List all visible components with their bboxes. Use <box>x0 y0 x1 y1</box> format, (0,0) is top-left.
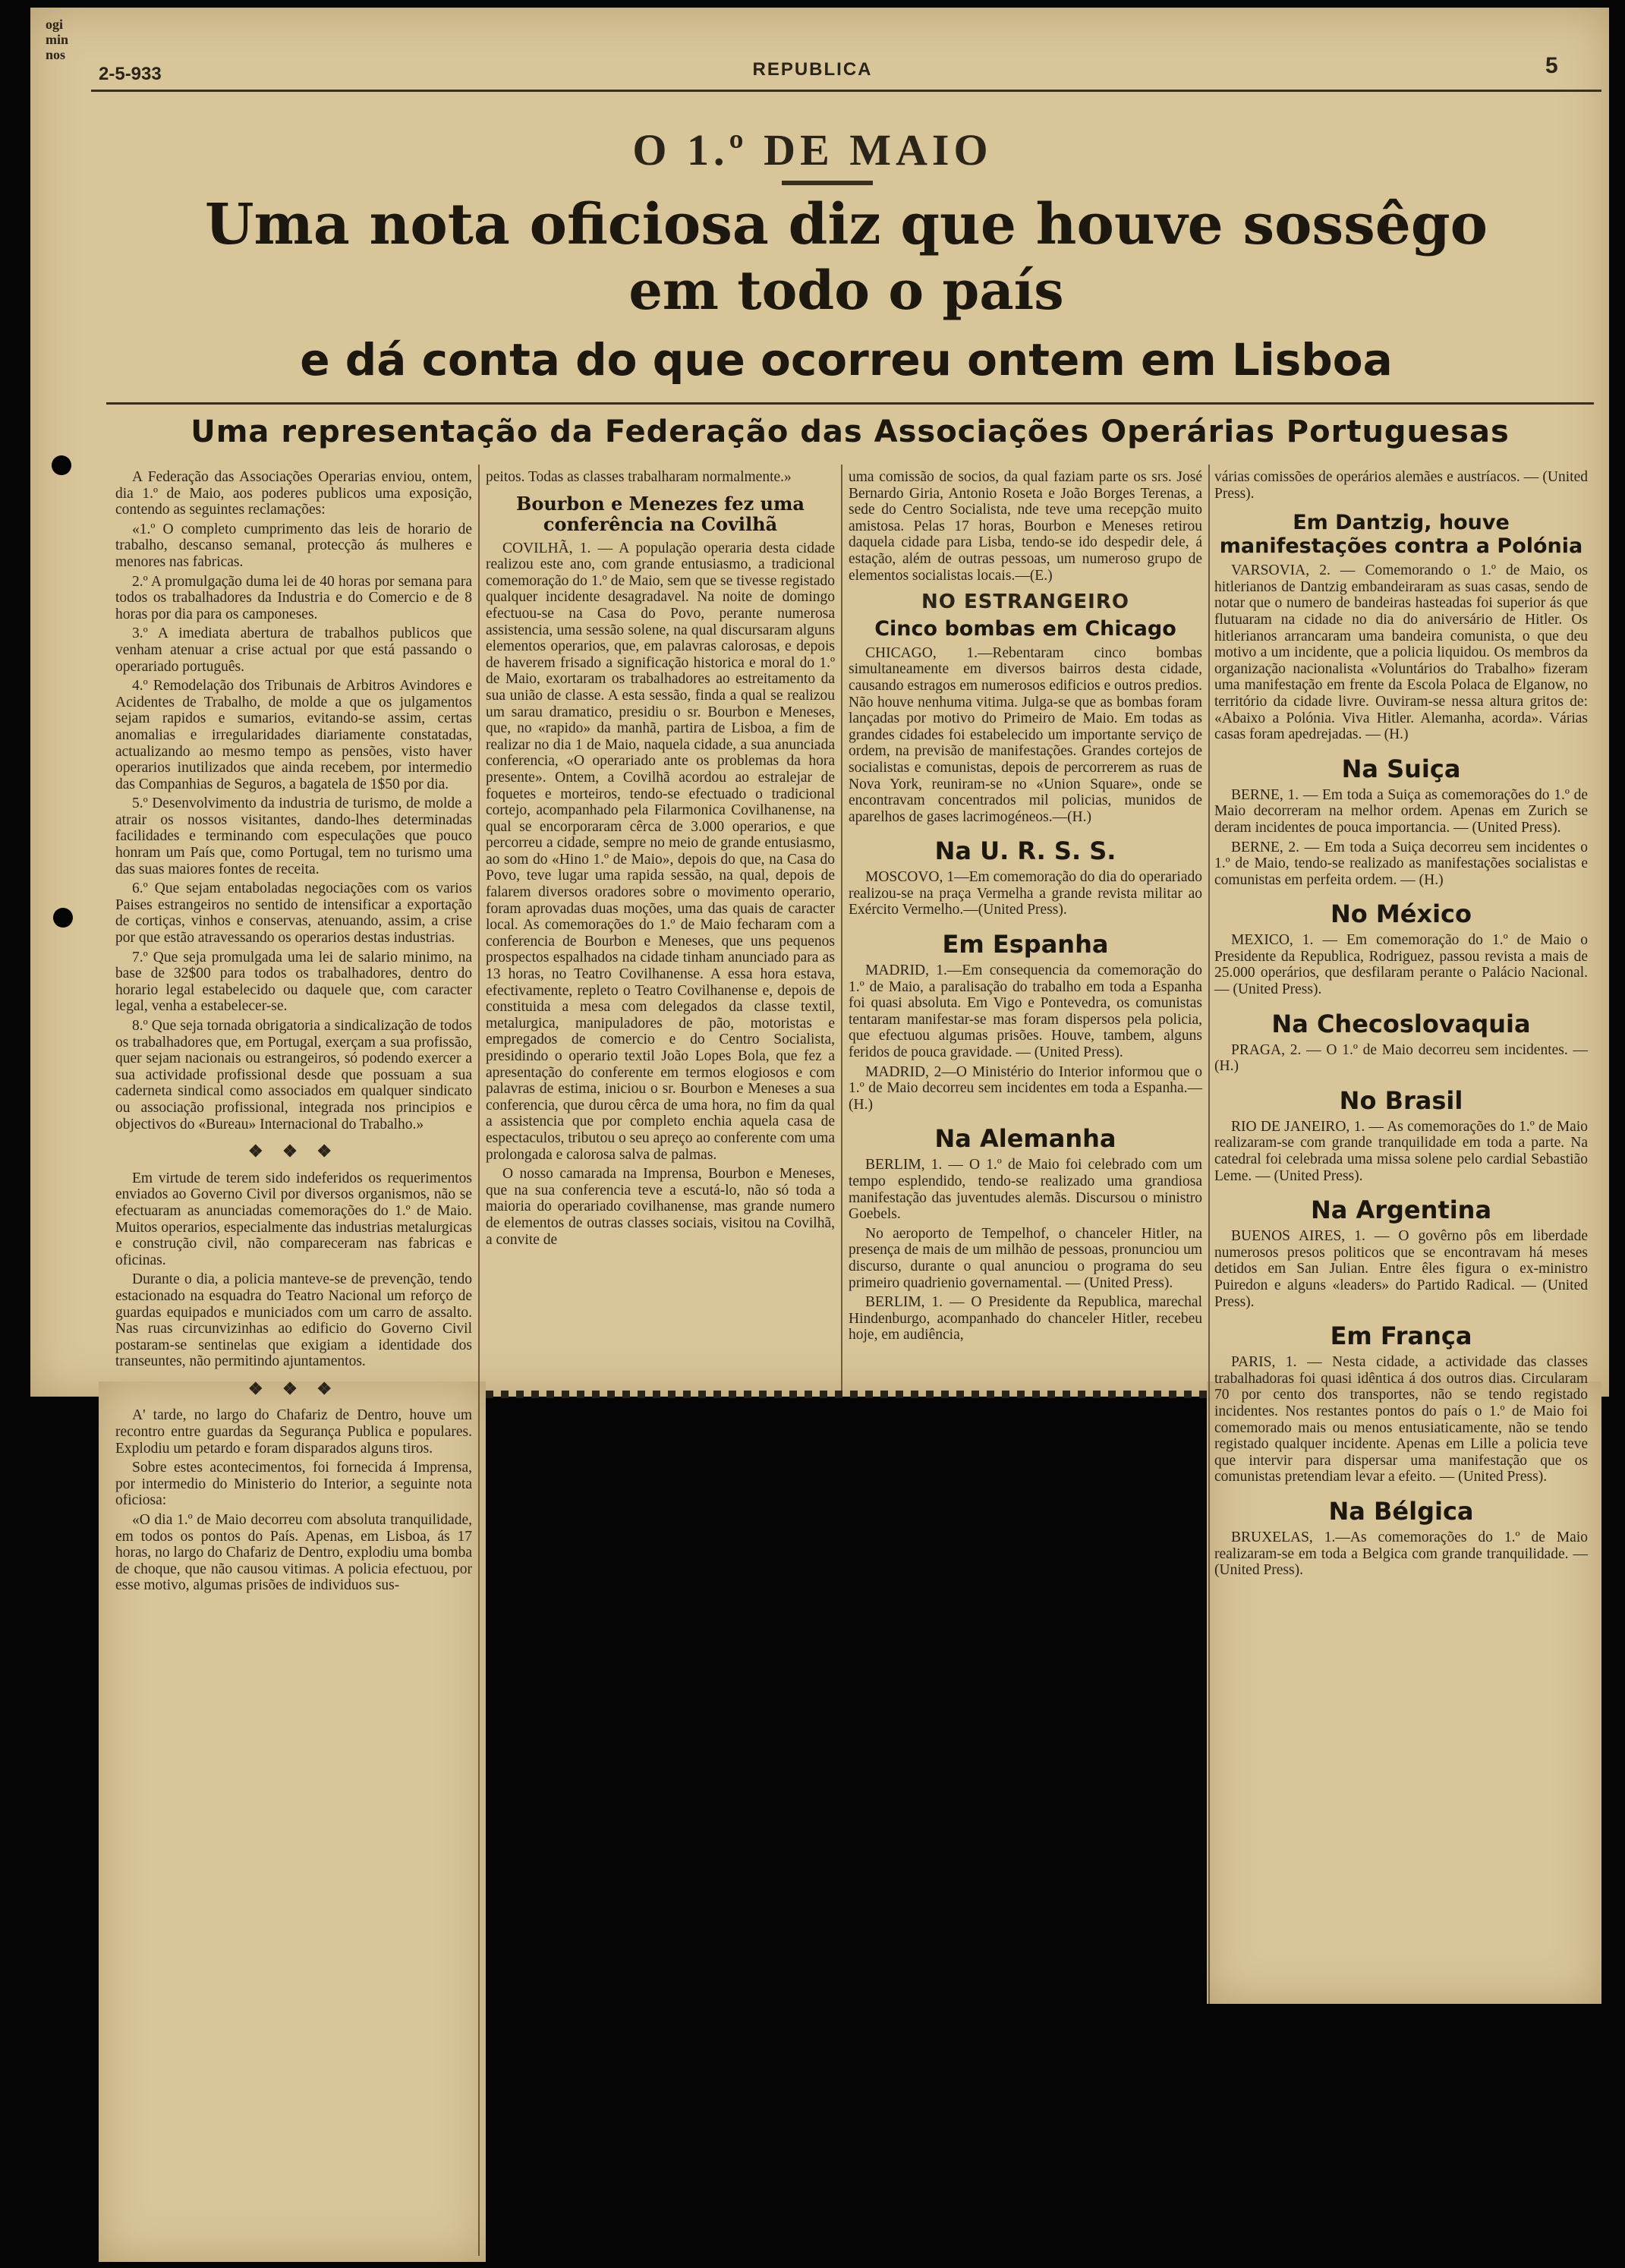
news-item: MADRID, 1.—Em consequencia da comemoração do 1.º de Maio, a paralisação do trabalho em toda a Espanha foi quasi absoluta. Em Vigo e Pontevedra, os comunistas tentaram manifestar-se mas foram dispersos pela policia, que efectuou algumas prisões. Houve, tambem, alguns feridos de pouca gravidade. — (United Press). <box>849 962 1202 1061</box>
article-column-2 <box>486 469 835 1251</box>
article-paragraph: A' tarde, no largo do Chafariz de Dentro, houve um recontro entre guardas da Segurança Publica e populares. Explodiu um petardo e foram disparados alguns tiros. <box>115 1407 472 1457</box>
subhead-urss: Na U. R. S. S. <box>934 836 1116 866</box>
demand-item: 2.º A promulgação duma lei de 40 horas por semana para todos os trabalhadores da Industria e do Comercio e de 8 horas por dia para os camponeses. <box>115 573 472 622</box>
subhead-mexico: No México <box>1330 899 1472 929</box>
section-ornament: ❖ ❖ ❖ <box>247 1378 340 1398</box>
news-item: MADRID, 2—O Ministério do Interior informou que o 1.º de Maio decorreu sem incidentes em toda a Espanha.—(H.) <box>849 1063 1202 1113</box>
article-column-4 <box>1214 469 1588 1582</box>
demand-item: 8.º Que seja tornada obrigatoria a sindicalização de todos os trabalhadores que, em Portugal, exerçam a sua profissão, quer sejam nacionais ou estrangeiros, só podendo exercer a sua actividade profissional desde que possuam a sua caderneta sindical como associados em qualquer sindicato ou associação profissional, integrada nos principios e objectivos do «Bureau» Internacional do Trabalho.» <box>115 1018 472 1132</box>
news-item: VARSOVIA, 2. — Comemorando o 1.º de Maio, os hitlerianos de Dantzig embandeiraram as suas casas, sendo de notar que o numero de bandeiras hasteadas foi superior ás que flutuaram na cidade no dia do aniversário de Hitler. Os hitlerianos arrancaram uma bandeira comunista, o que deu motivo a um incidente, que a policia liquidou. Os membros da organização nacionalista «Voluntários do Trabalho» fizeram uma manifestação em frente da Escola Polaca de Elganow, no território da cidade livre. Ouviram-se nessa altura gritos de: «Abaixo a Polónia. Viva Hitler. Alemanha, acorda». Várias casas foram apedrejadas. — (H.) <box>1214 562 1588 743</box>
demand-item: 4.º Remodelação dos Tribunais de Arbitros Avindores e Acidentes de Trabalho, de molde a que os julgamentos sejam rapidos e sumarios, evitando-se assim, certas anomalias e irregularidades diariamente constatadas, actualizando ao mesmo tempo as pensões, visto haver operarios inutilizados que ainda recebem, por intermedio das Companhias de Seguros, a bagatela de 1$50 por dia. <box>115 678 472 792</box>
article-paragraph: Durante o dia, a policia manteve-se de prevenção, tendo estacionado na esquadra do Teatro Nacional um reforço de guardas equipados e municiados com um carro de assalto. Nas ruas circunvizinhas ao edificio do Governo Civil postaram-se sentinelas que exigiam a identidade dos transeuntes, não permitindo ajuntamentos. <box>115 1271 472 1370</box>
punch-hole <box>52 455 71 475</box>
punch-hole <box>53 908 73 928</box>
news-item: PARIS, 1. — Nesta cidade, a actividade das classes trabalhadoras foi quasi idêntica á dos outros dias. Circularam 70 por cento dos transportes, não se tendo registado incidentes. Nos restantes pontos do país o 1.º de Maio foi comemorado mais ou menos entusiaticamente, não se tendo registado qualquer incidente. Apenas em Lille a policia teve que intervir para dispersar uma manifestação que os comunistas pretendiam levar a efeito. — (United Press). <box>1214 1354 1588 1485</box>
article-paragraph: Sobre estes acontecimentos, foi fornecida á Imprensa, por intermedio do Ministerio do Interior, a seguinte nota oficiosa: <box>115 1460 472 1509</box>
section-abroad: NO ESTRANGEIRO <box>921 591 1129 614</box>
article-column-1 <box>115 469 472 1597</box>
demand-item: «1.º O completo cumprimento das leis de horario de trabalho, descanso semanal, protecção ás mulheres e menores nas fabricas. <box>115 521 472 570</box>
subhead-franca: Em França <box>1330 1321 1472 1351</box>
subhead-espanha: Em Espanha <box>942 930 1109 959</box>
main-headline-line2: em todo o país <box>628 259 1064 322</box>
column-rule <box>478 465 480 2256</box>
article-paragraph: uma comissão de socios, da qual faziam parte os srs. José Bernardo Giria, Antonio Roseta e João Borges Terenas, a sede do Centro Socialista, nde teve uma recepção muito amistosa. Pelas 17 horas, Bourbon e Meneses retirou daquela cidade para Lisba, tendo-se ido despedir dele, á estação, além de outras pessoas, um numeroso grupo de elementos socialistas locais.—(E.) <box>849 469 1202 584</box>
news-item: várias comissões de operários alemães e austríacos. — (United Press). <box>1214 469 1588 502</box>
subheadline: e dá conta do que ocorreu ontem em Lisboa <box>300 334 1393 386</box>
subhead-argentina: Na Argentina <box>1310 1195 1492 1225</box>
torn-edge <box>486 1391 1207 1398</box>
article-paragraph: A Federação das Associações Operarias enviou, ontem, dia 1.º de Maio, aos poderes publicos uma exposição, contendo as seguintes reclamações: <box>115 469 472 518</box>
section-ornament: ❖ ❖ ❖ <box>247 1142 340 1161</box>
margin-scrap: ogi min nos <box>46 17 69 62</box>
column-rule <box>1208 465 1210 2004</box>
subhead-suica: Na Suiça <box>1341 754 1461 783</box>
news-item: BERLIM, 1. — O 1.º de Maio foi celebrado com um tempo esplendido, tendo-se realizado uma grandiosa manifestação das juventudes alemãs. Discursou o ministro Goebels. <box>849 1157 1202 1223</box>
subhead-chicago: Cinco bombas em Chicago <box>874 616 1176 641</box>
news-item: BUENOS AIRES, 1. — O govêrno pôs em liberdade numerosos presos politicos que se encontravam há meses detidos em San Julian. Entre êles figura o ex-ministro Puiredon e alguns «leaders» do Partido Radical. — (United Press). <box>1214 1228 1588 1310</box>
article-paragraph: Em virtude de terem sido indeferidos os requerimentos enviados ao Governo Civil por diversos organismos, não se efectuaram as anunciadas comemorações do 1.º de Maio. Muitos operarios, especialmente das industrias metalurgicas e construção civil, não compareceram nas fabricas e oficinas. <box>115 1170 472 1268</box>
news-item: BRUXELAS, 1.—As comemorações do 1.º de Maio realizaram-se em toda a Belgica com grande tranquilidade. — (United Press). <box>1214 1529 1588 1579</box>
subhead-checoslovaquia: Na Checoslovaquia <box>1271 1009 1531 1038</box>
article-paragraph: «O dia 1.º de Maio decorreu com absoluta tranquilidade, em todos os pontos do País. Apenas, em Lisboa, ás 17 horas, no largo do Chafariz de Dentro, explodiu uma bomba de choque, que não causou vitimas. A policia efectuou, por esse motivo, algumas prisões de individuos sus- <box>115 1512 472 1594</box>
subhead-belgica: Na Bélgica <box>1328 1496 1474 1526</box>
news-item: MOSCOVO, 1—Em comemoração do dia do operariado realizou-se na praça Vermelha a grande revista militar ao Exército Vermelho.—(United Press). <box>849 869 1202 918</box>
kicker-rule <box>782 181 873 185</box>
news-item: No aeroporto de Tempelhof, o chanceler Hitler, na presença de mais de um milhão de pessoas, pronunciou um discurso, durante o qual anunciou o programa do seu primeiro quadrienio governamental. — (United Press). <box>849 1225 1202 1291</box>
article-paragraph: O nosso camarada na Imprensa, Bourbon e Meneses, que na sua conferencia teve a escutá-lo, não só toda a maioria do operariado covilhanense, mas grande numero de elementos de outras classes sociais, visitou na Covilhã, a convite de <box>486 1166 835 1248</box>
article-column-3 <box>849 469 1202 1347</box>
demand-item: 7.º Que seja promulgada uma lei de salario minimo, na base de 32$00 para todos os trabalhadores, dentro do horario legal estabelecido ou daquele que, com caracter legal, venha a estabelecer-se. <box>115 949 472 1015</box>
article-paragraph: peitos. Todas as classes trabalharam normalmente.» <box>486 469 792 485</box>
demand-item: 6.º Que sejam entaboladas negociações com os varios Paises estrangeiros no sentido de intensificar a exportação de cortiças, vinhos e conservas, atenuando, assim, a crise por que estão atravessando os operarios destas industrias. <box>115 880 472 947</box>
news-item: BERNE, 2. — Em toda a Suiça decorreu sem incidentes o 1.º de Maio, tendo-se realizado as manifestações socialistas e comunistas em perfeita ordem. — (H.) <box>1214 839 1588 888</box>
kicker-headline: O 1.º DE MAIO <box>632 125 993 175</box>
news-item: RIO DE JANEIRO, 1. — As comemorações do 1.º de Maio realizaram-se com grande tranquilidade em toda a parte. Na catedral foi celebrada uma missa solene pelo cardial Sebastião Leme. — (United Press). <box>1214 1118 1588 1184</box>
column-rule <box>841 465 842 1398</box>
sub-rule <box>106 402 1594 405</box>
article-paragraph: COVILHÃ, 1. — A população operaria desta cidade realizou este ano, com grande entusiasmo, a tradicional comemoração do 1.º de Maio, sem que se tivesse registado qualquer incidente desagradavel. Na noite de domingo efectuou-se na Casa do Povo, perante numerosa assistencia, uma sessão solene, na qual discursaram alguns elementos operarios, que, em palavras calorosas, e depois de haverem frisado a significação historica e moral do 1.º de Maio, exortaram os trabalhadores ao estreitamento da sua união de classe. A esta sessão, finda a qual se realizou um sarau dramatico, presidiu o sr. Bourbon e Meneses, que, no «rapido» da manhã, partira de Lisboa, a fim de realizar no dia 1 de Maio, naquela cidade, a sua anunciada conferencia, «O operariado ante os problemas da hora presente». Ontem, a Covilhã acordou ao estralejar de foquetes e morteiros, tendo-se efectuado o tradicional cortejo, acompanhado pela Filarmonica Covilhanense, na qual se encorporaram cêrca de 3.000 operarios, e que percorreu a cidade, sempre no meio de grande entusiasmo, ao som do «Hino 1.º de Maio», depois do que, na Casa do Povo, teve lugar uma rapida sessão, na qual, depois de falarem diversos oradores sobre o movimento operario, foram aprovadas duas moções, uma das quais de caracter local. As comemorações do 1.º de Maio fecharam com a conferencia de Bourbon e Meneses, que uns pequenos prospectos espalhados na cidade tinham anunciado para as 13 horas, no Teatro Covilhanense. A essa hora estava, efectivamente, repleto o Teatro Covilhanense e, depois de constituida a mesa com delegados da classe textil, metalurgica, manipuladores de pão, motoristas e empregados de comercio e do Centro Socialista, presidindo o operario textil João Lopes Bola, que fez a apresentação do conferente em termos elogiosos e com palavras de estima, iniciou o sr. Bourbon e Meneses a sua conferencia, que durou cêrca de uma hora, no fim da qual a assistencia que por completo enchia aquela casa de espectaculos, tributou o seu apreço ao conferente com uma prolongada e calorosa salva de palmas. <box>486 540 835 1163</box>
demand-item: 5.º Desenvolvimento da industria de turismo, de molde a atrair os nossos visitantes, dando-lhes determinadas facilidades e terminando com especulações que pouco honram um País que, como Portugal, tem no turismo uma das suas maiores fontes de receita. <box>115 795 472 877</box>
subhead-dantzig: Em Dantzig, houve manifestações contra a Polónia <box>1219 511 1583 559</box>
news-item: MEXICO, 1. — Em comemoração do 1.º de Maio o Presidente da Republica, Rodriguez, passou revista a mais de 25.000 operários, que desfilaram perante o Palácio Nacional. — (United Press). <box>1214 932 1588 998</box>
news-item: CHICAGO, 1.—Rebentaram cinco bombas simultaneamente em diversos bairros desta cidade, causando estragos em numerosos edificios e outros predios. Não houve nenhuma vitima. Julga-se que as bombas foram lançadas por motivo do Primeiro de Maio. Em todas as grandes cidades foi estabelecido um importante serviço de ordem, na previsão de manifestações. Grandes cortejos de socialistas e comunistas, depois de percorrerem as ruas de Nova York, reuniram-se no «Union Square», onde se encontravam concentrados mil policias, munidos de aparelhos de gases lacrimogéneos.—(H.) <box>849 644 1202 825</box>
news-item: PRAGA, 2. — O 1.º de Maio decorreu sem incidentes. — (H.) <box>1214 1041 1588 1075</box>
subhead-brasil: No Brasil <box>1339 1085 1463 1115</box>
header-rule <box>91 90 1601 92</box>
page-number: 5 <box>1545 53 1558 78</box>
newspaper-name: REPUBLICA <box>752 59 873 80</box>
main-headline: Uma nota oficiosa diz que houve sossêgo <box>204 192 1488 257</box>
section-headline: Uma representação da Federação das Associações Operárias Portuguesas <box>191 414 1510 449</box>
demand-item: 3.º A imediata abertura de trabalhos publicos que venham atenuar a crise actual por que está passando o operariado português. <box>115 625 472 675</box>
news-item: BERNE, 1. — Em toda a Suiça as comemorações do 1.º de Maio decorreram na melhor ordem. Apenas em Zurich se deram incidentes de pouca importancia. — (United Press). <box>1214 786 1588 836</box>
subhead-alemanha: Na Alemanha <box>934 1124 1116 1154</box>
issue-date: 2-5-933 <box>99 64 162 84</box>
news-item: BERLIM, 1. — O Presidente da Republica, marechal Hindenburgo, acompanhado do chanceler Hitler, recebeu hoje, em audiência, <box>849 1294 1202 1343</box>
subhead-covilha: Bourbon e Menezes fez uma conferência na Covilhã <box>516 492 805 535</box>
